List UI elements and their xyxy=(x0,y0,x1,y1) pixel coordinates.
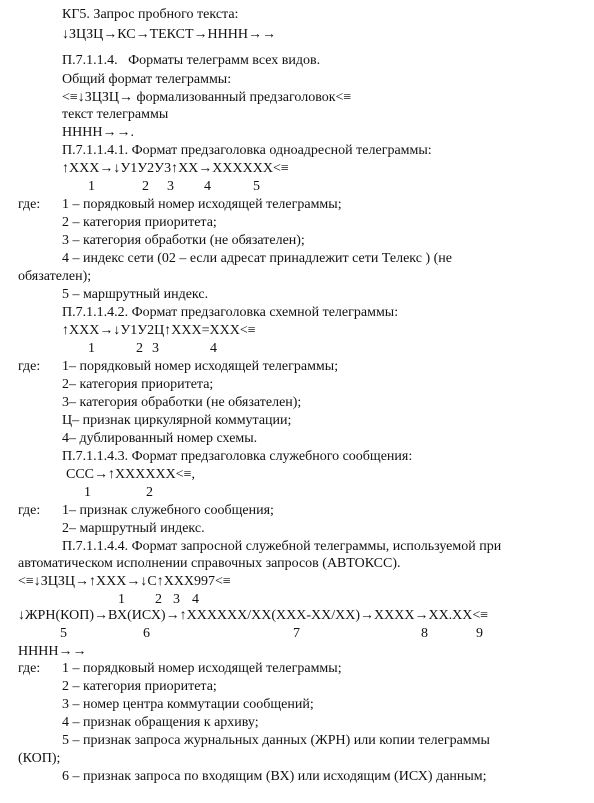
text-line: 1– признак служебного сообщения; xyxy=(62,503,274,518)
text-line: 3 – категория обработки (не обязателен); xyxy=(62,233,305,248)
text-line: автоматическом исполнении справочных запросов (АВТОКСС). xyxy=(18,556,401,571)
text-line: <≡↓ЗЦЗЦ→↑ХХХ→↓С↑ХХХ997<≡ xyxy=(18,574,231,589)
text-line: Ц– признак циркулярной коммутации; xyxy=(62,413,292,428)
text-line: (КОП); xyxy=(18,751,61,766)
text-line: 6 xyxy=(143,626,150,641)
text-line: 4 – индекс сети (02 – если адресат принадлежит сети Телекс ) (не xyxy=(62,251,453,266)
text-line: КГ5. Запрос пробного текста: xyxy=(62,7,239,22)
text-line: 1 xyxy=(118,592,125,607)
text-line: 3 xyxy=(152,341,159,356)
text-line: 2– категория приоритета; xyxy=(62,377,214,392)
text-line: где: xyxy=(18,661,41,676)
text-line: П.7.1.1.4.3. Формат предзаголовка служебного сообщения: xyxy=(62,449,413,464)
text-line: ↑ХХХ→↓У1У2У3↑ХХ→ХХХХХХ<≡ xyxy=(62,161,289,176)
text-line: 1 – порядковый номер исходящей телеграммы; xyxy=(62,661,342,676)
text-line: 1 xyxy=(88,341,95,356)
text-line: 2 xyxy=(155,592,162,607)
text-line: П.7.1.1.4. Форматы телеграмм всех видов. xyxy=(62,53,321,68)
text-line: П.7.1.1.4.4. Формат запросной служебной телеграммы, используемой при xyxy=(62,539,502,554)
text-line: 7 xyxy=(293,626,300,641)
text-line: П.7.1.1.4.2. Формат предзаголовка схемной телеграммы: xyxy=(62,305,399,320)
text-line: 1 xyxy=(84,485,91,500)
text-line: 4 xyxy=(192,592,199,607)
text-line: 3 – номер центра коммутации сообщений; xyxy=(62,697,314,712)
text-line: ССС→↑ХХХХХХ<≡, xyxy=(66,467,195,482)
text-line: 3 xyxy=(173,592,180,607)
text-line: 9 xyxy=(476,626,483,641)
text-line: <≡↓ЗЦЗЦ→ формализованный предзаголовок<≡ xyxy=(62,90,352,105)
text-line: 5 – маршрутный индекс. xyxy=(62,287,209,302)
text-line: НННН→→. xyxy=(62,125,134,140)
text-line: 5 xyxy=(60,626,67,641)
text-line: 1 – порядковый номер исходящей телеграммы; xyxy=(62,197,342,212)
text-line: 2 – категория приоритета; xyxy=(62,215,217,230)
text-line: где: xyxy=(18,197,41,212)
text-line: П.7.1.1.4.1. Формат предзаголовка одноадресной телеграммы: xyxy=(62,143,432,158)
text-line: 3 xyxy=(167,179,174,194)
text-line: Общий формат телеграммы: xyxy=(62,72,232,87)
text-line: где: xyxy=(18,359,41,374)
text-line: 2 xyxy=(136,341,143,356)
text-line: 5 xyxy=(253,179,260,194)
text-line: 4– дублированный номер схемы. xyxy=(62,431,258,446)
text-line: 6 – признак запроса по входящим (ВХ) или исходящим (ИСХ) данным; xyxy=(62,769,487,784)
text-line: ↑ХХХ→↓У1У2Ц↑ХХХ=ХХХ<≡ xyxy=(62,323,256,338)
text-line: 3– категория обработки (не обязателен); xyxy=(62,395,302,410)
text-line: 1 xyxy=(88,179,95,194)
text-line: 2– маршрутный индекс. xyxy=(62,521,205,536)
text-line: ↓ЗЦЗЦ→КС→ТЕКСТ→НННН→→ xyxy=(62,27,276,42)
text-line: 4 xyxy=(204,179,211,194)
text-line: 4 – признак обращения к архиву; xyxy=(62,715,259,730)
text-line: текст телеграммы xyxy=(62,107,169,122)
text-line: 4 xyxy=(210,341,217,356)
text-line: ↓ЖРН(КОП)→ВХ(ИСХ)→↑ХХХХХХ/ХХ(ХХХ-ХХ/ХХ)→ХХХХ→ХХ.ХХ<≡ xyxy=(18,608,489,623)
text-line: 2 xyxy=(146,485,153,500)
text-line: 5 – признак запроса журнальных данных (ЖРН) или копии телеграммы xyxy=(62,733,490,748)
text-line: где: xyxy=(18,503,41,518)
text-line: 8 xyxy=(421,626,428,641)
text-line: обязателен); xyxy=(18,269,92,284)
text-line: 2 xyxy=(142,179,149,194)
text-line: 1– порядковый номер исходящей телеграммы; xyxy=(62,359,339,374)
text-line: НННН→→ xyxy=(18,644,87,659)
text-line: 2 – категория приоритета; xyxy=(62,679,217,694)
